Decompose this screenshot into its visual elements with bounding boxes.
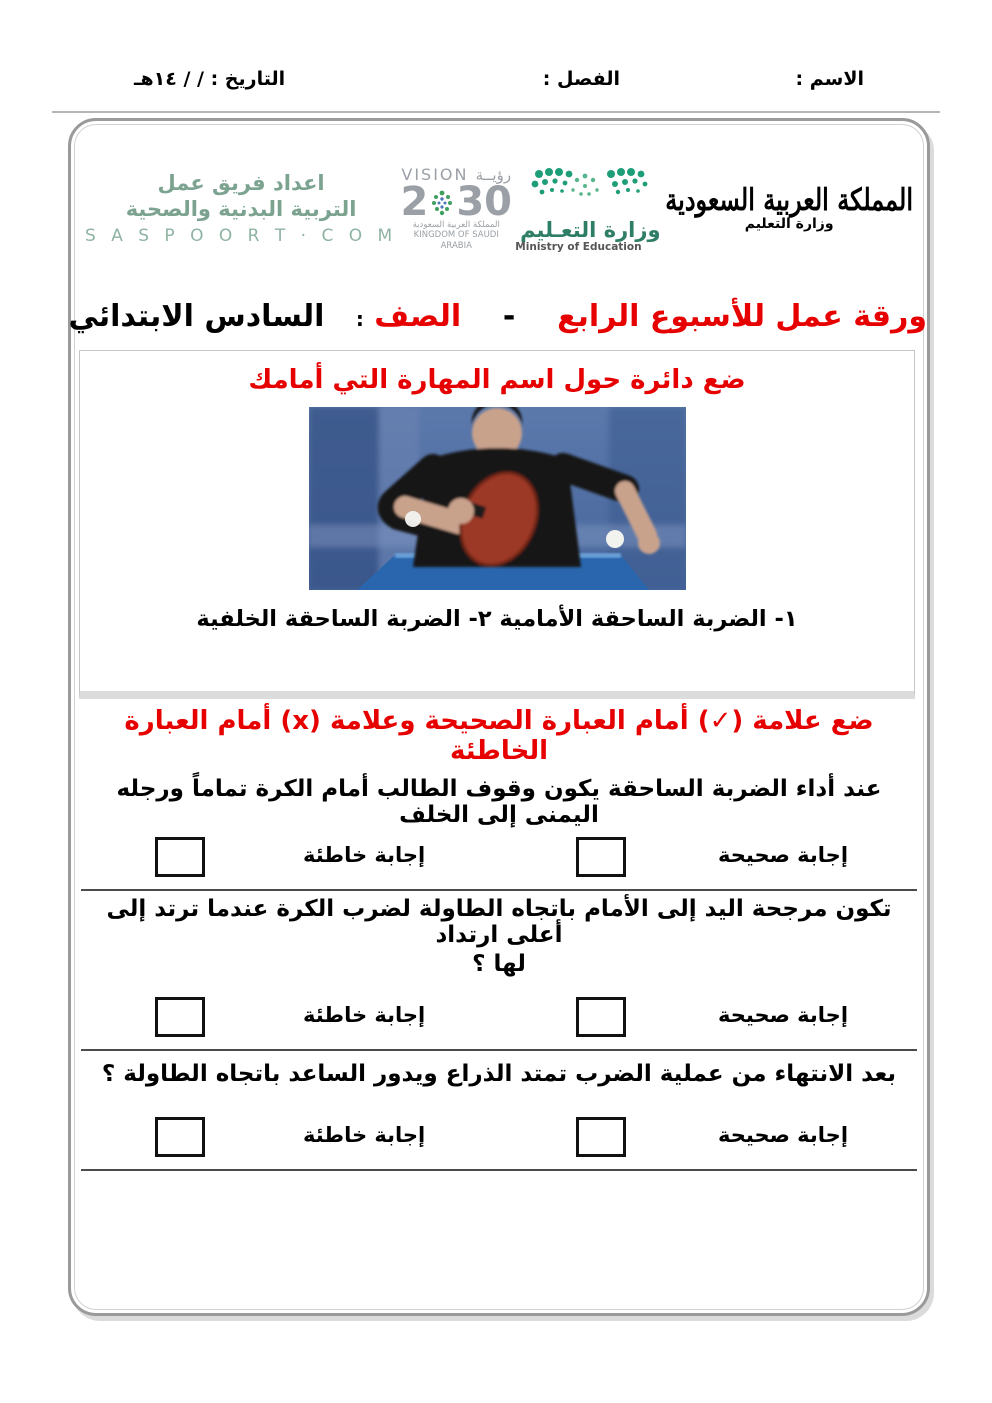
wrong-answer-label: إجابة خاطئة <box>303 1123 426 1147</box>
moe-arabic-name: وزارة التعـليم <box>520 217 661 242</box>
vision-2030-logo <box>397 165 515 252</box>
question1-instruction: ضع دائرة حول اسم المهارة التي أمامك <box>248 365 746 395</box>
title-dash: - <box>502 299 516 334</box>
title-grade-label: الصف <box>374 299 462 334</box>
statement-2-line1: تكون مرجحة اليد إلى الأمام باتجاه الطاولة لضرب الكرة عندما ترتد إلى أعلى ارتداد <box>106 896 892 948</box>
header-divider <box>52 111 940 113</box>
vision-palm-icon <box>429 187 455 217</box>
moe-dots-icon <box>515 164 665 216</box>
answer-row-1 <box>81 833 917 891</box>
date-label: التاريخ : / / ١٤هـ <box>134 68 286 90</box>
correct-answer-label: إجابة صحيحة <box>718 1003 849 1027</box>
correct-answer-label: إجابة صحيحة <box>718 843 849 867</box>
title-colon: : <box>355 307 364 331</box>
wrong-answer-label: إجابة خاطئة <box>303 843 426 867</box>
worksheet-title <box>68 299 927 334</box>
vision-country-ar: المملكة العربية السعودية <box>412 219 500 230</box>
checkbox-wrong-1[interactable] <box>155 837 205 877</box>
answer-row-2 <box>81 993 917 1051</box>
saspoort-line2: التربية البدنية والصحية <box>125 197 357 221</box>
vision-year-right: 30 <box>456 178 512 225</box>
vision-country-en: KINGDOM OF SAUDI ARABIA <box>413 230 499 251</box>
vision-word-en: VISION <box>401 164 469 184</box>
checkbox-correct-2[interactable] <box>576 997 626 1037</box>
logos-row <box>85 143 913 273</box>
name-label: الاسم : <box>795 68 864 90</box>
saspoort-logo <box>85 170 397 247</box>
table-tennis-photo <box>309 407 686 590</box>
top-header <box>0 62 992 110</box>
vision-year-left: 2 <box>400 178 429 225</box>
ksa-emblem <box>665 180 913 232</box>
worksheet-frame <box>68 118 930 1316</box>
statement-3: بعد الانتهاء من عملية الضرب تمتد الذراع ويدور الساعد باتجاه الطاولة ؟ <box>101 1061 897 1087</box>
ministry-of-education-logo <box>515 164 665 253</box>
answer-row-3 <box>81 1113 917 1171</box>
ksa-calligraphy-text: المملكة العربية السعودية <box>665 180 913 218</box>
wrong-answer-label: إجابة خاطئة <box>303 1003 426 1027</box>
class-label: الفصل : <box>542 68 620 90</box>
checkbox-wrong-3[interactable] <box>155 1117 205 1157</box>
checkbox-correct-1[interactable] <box>576 837 626 877</box>
question1-box <box>79 350 915 699</box>
correct-answer-label: إجابة صحيحة <box>718 1123 849 1147</box>
question1-options: ١- الضربة الساحقة الأمامية ٢- الضربة الساحقة الخلفية <box>196 606 798 632</box>
ksa-ministry-text: وزارة التعليم <box>744 215 834 232</box>
saspoort-line1: اعداد فريق عمل <box>157 170 325 195</box>
statement-1: عند أداء الضربة الساحقة يكون وقوف الطالب أمام الكرة تماماً ورجله اليمنى إلى الخلف <box>116 776 882 828</box>
saspoort-site-text: S A S P O O R T · C O M <box>85 226 398 247</box>
question2-instruction: ضع علامة (✓) أمام العبارة الصحيحة وعلامة (x) أمام العبارة الخاطئة <box>124 706 874 766</box>
title-week-part: ورقة عمل للأسبوع الرابع <box>557 299 927 334</box>
checkbox-correct-3[interactable] <box>576 1117 626 1157</box>
title-grade-value: السادس الابتدائي <box>68 299 325 334</box>
statement-2-line2: لها ؟ <box>472 951 526 977</box>
vision-word-ar: رؤيــة <box>475 165 512 184</box>
checkbox-wrong-2[interactable] <box>155 997 205 1037</box>
moe-english-name: Ministry of Education <box>515 240 642 253</box>
